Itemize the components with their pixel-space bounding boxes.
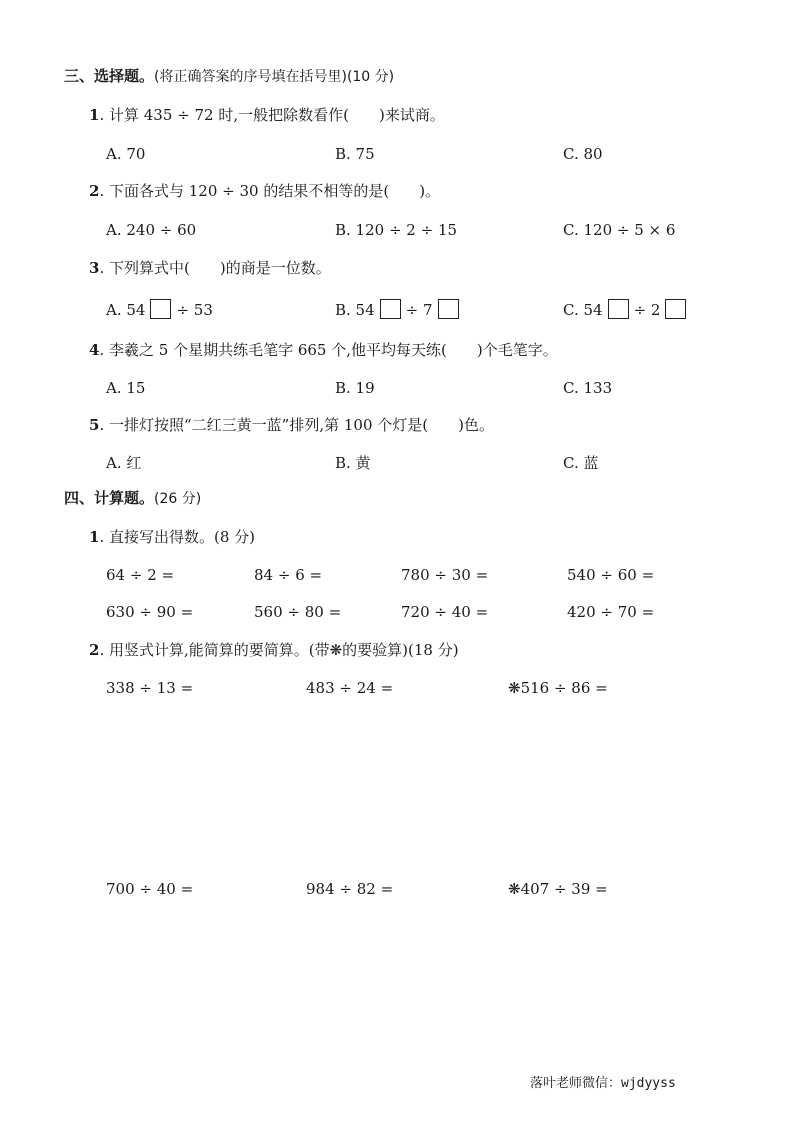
option-b: B. 120 ÷ 2 ÷ 15 — [335, 221, 458, 239]
expression: ❋407 ÷ 39 = — [508, 880, 608, 898]
option-a: A. 红 — [106, 454, 142, 472]
question-number: 5 — [89, 416, 100, 434]
calc-question-2: 2. 用竖式计算,能简算的要简算。(带❋的要验算)(18 分) — [89, 641, 459, 659]
expression: 560 ÷ 80 = — [254, 603, 342, 621]
section-3-heading — [64, 69, 394, 84]
question-text: 下列算式中( )的商是一位数。 — [108, 259, 331, 277]
blank-box[interactable] — [608, 299, 629, 319]
option-c: C. 120 ÷ 5 × 6 — [563, 221, 676, 239]
option-a: A. 70 — [106, 145, 146, 163]
option-b: B. 75 — [335, 145, 375, 163]
option-prefix: B. 54 — [335, 301, 375, 319]
question-number: 2 — [89, 641, 100, 659]
expression: ❋516 ÷ 86 = — [508, 679, 608, 697]
option-b — [335, 301, 464, 321]
expression: 984 ÷ 82 = — [306, 880, 394, 898]
question-1: 1. 计算 435 ÷ 72 时,一般把除数看作( )来试商。 — [89, 106, 445, 124]
question-4: 4. 李羲之 5 个星期共练毛笔字 665 个,他平均每天练( )个毛笔字。 — [89, 341, 558, 359]
expression: 780 ÷ 30 = — [401, 566, 489, 584]
question-3: 3. 下列算式中( )的商是一位数。 — [89, 259, 331, 277]
question-number: 1 — [89, 528, 100, 546]
expression: 630 ÷ 90 = — [106, 603, 194, 621]
expression: 720 ÷ 40 = — [401, 603, 489, 621]
blank-box[interactable] — [438, 299, 459, 319]
expression: 84 ÷ 6 = — [254, 566, 323, 584]
option-a: A. 15 — [106, 379, 146, 397]
question-text: 用竖式计算,能简算的要简算。(带❋的要验算)(18 分) — [108, 641, 459, 659]
option-divisor: ÷ 2 — [633, 301, 661, 319]
blank-box[interactable] — [665, 299, 686, 319]
option-c: C. 80 — [563, 145, 603, 163]
expression: 64 ÷ 2 = — [106, 566, 175, 584]
option-c: C. 133 — [563, 379, 613, 397]
expression: 483 ÷ 24 = — [306, 679, 394, 697]
option-divisor: ÷ 53 — [176, 301, 213, 319]
expression: 540 ÷ 60 = — [567, 566, 655, 584]
question-text: 下面各式与 120 ÷ 30 的结果不相等的是( )。 — [108, 182, 441, 200]
option-divisor: ÷ 7 — [405, 301, 433, 319]
option-b: B. 19 — [335, 379, 375, 397]
question-number: 2 — [89, 182, 100, 200]
question-text: 计算 435 ÷ 72 时,一般把除数看作( )来试商。 — [108, 106, 445, 124]
expression: 420 ÷ 70 = — [567, 603, 655, 621]
expression: 338 ÷ 13 = — [106, 679, 194, 697]
question-2: 2. 下面各式与 120 ÷ 30 的结果不相等的是( )。 — [89, 182, 441, 200]
option-prefix: A. 54 — [106, 301, 146, 319]
blank-box[interactable] — [150, 299, 171, 319]
section-3-note: (将正确答案的序号填在括号里)(10 分) — [154, 69, 395, 85]
question-number: 1 — [89, 106, 100, 124]
section-4-heading — [64, 491, 201, 506]
option-c — [563, 301, 691, 321]
question-text: 直接写出得数。(8 分) — [108, 528, 256, 546]
option-a — [106, 301, 213, 321]
calc-question-1: 1. 直接写出得数。(8 分) — [89, 528, 256, 546]
option-b: B. 黄 — [335, 454, 371, 472]
question-text: 一排灯按照“二红三黄一蓝”排列,第 100 个灯是( )色。 — [108, 416, 494, 434]
expression: 700 ÷ 40 = — [106, 880, 194, 898]
section-4-title: 四、计算题。 — [64, 489, 155, 507]
option-a: A. 240 ÷ 60 — [106, 221, 197, 239]
blank-box[interactable] — [380, 299, 401, 319]
section-4-note: (26 分) — [154, 491, 202, 507]
question-5: 5. 一排灯按照“二红三黄一蓝”排列,第 100 个灯是( )色。 — [89, 416, 494, 434]
question-number: 4 — [89, 341, 100, 359]
question-number: 3 — [89, 259, 100, 277]
option-c: C. 蓝 — [563, 454, 599, 472]
option-prefix: C. 54 — [563, 301, 603, 319]
section-3-title: 三、选择题。 — [64, 67, 155, 85]
question-text: 李羲之 5 个星期共练毛笔字 665 个,他平均每天练( )个毛笔字。 — [108, 341, 558, 359]
footer-contact: 落叶老师微信：wjdyyss — [530, 1076, 676, 1091]
